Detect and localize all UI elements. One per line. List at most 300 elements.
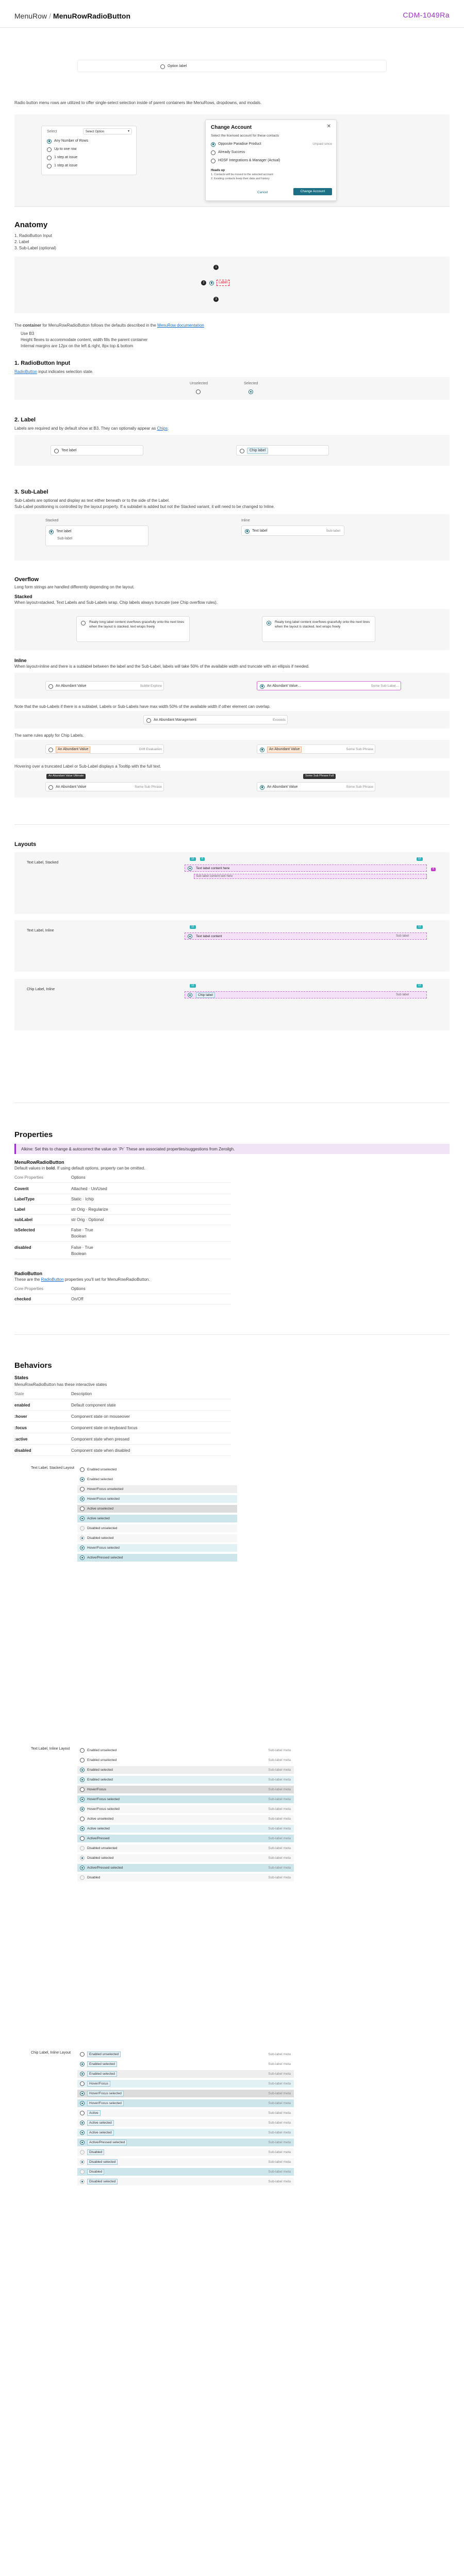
table-row bbox=[14, 1294, 231, 1304]
modal-subtitle: Select the licensed account for these contacts bbox=[211, 134, 279, 138]
table-row bbox=[14, 1249, 231, 1259]
state-cell-label: Hover/Focus bbox=[87, 1787, 106, 1791]
layout-name: Text Label, Stacked bbox=[27, 861, 59, 865]
text-label-row bbox=[54, 447, 77, 454]
radio-icon bbox=[80, 1506, 85, 1511]
state-cell-sublabel: Sub-label meta bbox=[268, 2091, 291, 2095]
anatomy-section bbox=[0, 211, 464, 407]
menurow-doc-link[interactable]: MenuRow documentation bbox=[157, 323, 204, 328]
state-cell-label: Active unselected bbox=[87, 1506, 113, 1511]
state-cell[interactable] bbox=[77, 2099, 294, 2107]
layout-frame-inline bbox=[14, 920, 450, 972]
caption-stacked: Stacked bbox=[45, 519, 59, 522]
radiobutton-props-text: These are the bbox=[14, 1277, 41, 1282]
intro-text: Radio button menu rows are utilized to offer single-select selection inside of parent containers like MenuRows, dropdowns, and modals. bbox=[14, 100, 262, 105]
overflow-inline-sublabel: Some Sub Label… bbox=[371, 684, 399, 688]
state-cell[interactable] bbox=[77, 1864, 294, 1872]
anatomy-title: Anatomy bbox=[14, 221, 48, 229]
hero-frame bbox=[14, 114, 450, 207]
state-cell-label: Enabled unselected bbox=[87, 1467, 117, 1471]
states-title: States bbox=[14, 1375, 29, 1380]
chip-overflow-note: The same rules apply for Chip Labels. bbox=[14, 733, 84, 738]
component-desc bbox=[14, 1165, 450, 1171]
radio-icon bbox=[80, 1817, 85, 1821]
state-cell-sublabel: Sub-label meta bbox=[268, 2179, 291, 2183]
close-icon[interactable]: ✕ bbox=[326, 124, 331, 129]
radio-icon bbox=[80, 1487, 85, 1492]
container-note-text: The bbox=[14, 323, 23, 328]
change-account-button[interactable]: Change Account bbox=[293, 188, 332, 195]
chip-overflow-demo-b[interactable] bbox=[257, 744, 375, 754]
state-cell-label: Hover/Focus bbox=[87, 2081, 110, 2087]
state-desc: Component state when disabled bbox=[71, 1448, 130, 1453]
layouts-section bbox=[0, 829, 464, 1097]
overflow-note: Note that the sub-Labels if there is a sublabel, Labels or Sub-Labels have max width 50% of the available width if other element can overlap. bbox=[14, 704, 271, 709]
hero-section bbox=[0, 28, 464, 213]
state-cell-sublabel: Sub-label meta bbox=[268, 1807, 291, 1811]
state-cell-label: Active bbox=[87, 2110, 101, 2116]
state-cell-sublabel: Sub-label meta bbox=[268, 1875, 291, 1879]
modal-note-title: Heads up bbox=[211, 169, 225, 172]
radio-icon bbox=[80, 1748, 85, 1753]
state-cell[interactable] bbox=[77, 2109, 294, 2117]
anatomy-marker: 1 bbox=[213, 265, 219, 270]
state-cell-label: Hover/Focus selected bbox=[87, 2100, 124, 2106]
overflow-note-label: An Abundant Management bbox=[154, 718, 196, 722]
state-cell[interactable] bbox=[77, 2168, 294, 2176]
state-cell-label: Enabled unselected bbox=[87, 1748, 117, 1752]
overflow-section bbox=[0, 572, 464, 819]
state-cell-label: Hover/Focus selected bbox=[87, 1807, 120, 1811]
modal-option[interactable] bbox=[211, 157, 332, 164]
table-row bbox=[14, 1215, 231, 1225]
state-cell[interactable] bbox=[77, 1476, 237, 1483]
layout-demo-sublabel: Sub label content text here bbox=[196, 875, 233, 878]
state-cell-sublabel: Sub-label meta bbox=[268, 1768, 291, 1772]
state-desc: Default component state bbox=[71, 1403, 116, 1408]
state-cell[interactable] bbox=[77, 2178, 294, 2185]
state-cell-label: Hover/Focus selected bbox=[87, 1497, 120, 1501]
modal-option[interactable] bbox=[211, 149, 332, 156]
radio-icon bbox=[80, 1787, 85, 1792]
radio-input-desc-text: input indicates selection state. bbox=[37, 369, 93, 374]
overflow-stacked-demo-2[interactable] bbox=[262, 616, 375, 642]
state-cell-sublabel: Sub-label meta bbox=[268, 1787, 291, 1791]
radio-icon bbox=[80, 1758, 85, 1762]
radio-icon bbox=[267, 621, 271, 625]
behaviors-section bbox=[0, 1340, 464, 2576]
radio-icon bbox=[260, 684, 264, 689]
overflow-stacked-frame bbox=[14, 609, 450, 650]
overflow-note-row bbox=[146, 717, 286, 724]
radio-icon bbox=[80, 1768, 85, 1772]
radio-icon bbox=[80, 2072, 85, 2076]
overflow-inline-row bbox=[48, 683, 162, 690]
state-cell-label: Disabled unselected bbox=[87, 1526, 118, 1530]
state-cell[interactable] bbox=[77, 1766, 294, 1774]
state-cell-sublabel: Sub-label meta bbox=[268, 1758, 291, 1762]
anatomy-item: 1. RadioButton Input bbox=[14, 233, 52, 238]
sublabel-title: 3. Sub-Label bbox=[14, 489, 48, 495]
table-row bbox=[14, 1400, 231, 1411]
state-cell-label: Active/Pressed bbox=[87, 1836, 110, 1840]
state-cell-sublabel: Sub-label meta bbox=[268, 2062, 291, 2066]
state-cell[interactable] bbox=[77, 1786, 294, 1793]
breadcrumb-separator: / bbox=[49, 12, 51, 20]
state-cell[interactable] bbox=[77, 2129, 294, 2137]
column-header: State bbox=[14, 1392, 24, 1397]
radio-input-desc bbox=[14, 369, 450, 375]
anatomy-frame bbox=[14, 257, 450, 313]
table-row bbox=[14, 1423, 231, 1433]
state-cell-sublabel: Sub-label meta bbox=[268, 1748, 291, 1752]
state-cell-sublabel: Sub-label meta bbox=[268, 2101, 291, 2105]
prop-options: Static · Ichip bbox=[71, 1197, 94, 1202]
hover-frame bbox=[14, 771, 450, 798]
anatomy-marker: 3 bbox=[213, 297, 219, 302]
state-cell-label: Hover/Focus unselected bbox=[87, 1487, 124, 1491]
state-cell-sublabel: Sub-label meta bbox=[268, 2140, 291, 2144]
radio-icon bbox=[48, 748, 53, 752]
overflow-stacked-demo[interactable] bbox=[76, 616, 190, 642]
overflow-inline-demo-a[interactable] bbox=[45, 681, 164, 690]
column-header: Description bbox=[71, 1392, 92, 1397]
radio-icon bbox=[188, 866, 192, 871]
table-row bbox=[14, 1446, 231, 1456]
radio-icon bbox=[240, 449, 244, 453]
layout-demo-chip: Chip label bbox=[196, 992, 215, 998]
caption-selected: Selected bbox=[244, 382, 258, 385]
radio-icon bbox=[48, 785, 53, 790]
state-cell-label: Active selected bbox=[87, 1826, 110, 1831]
radio-icon bbox=[80, 1836, 85, 1841]
prop-options: On/Off bbox=[71, 1297, 84, 1302]
radio-icon bbox=[80, 1536, 85, 1540]
radio-icon bbox=[80, 1866, 85, 1870]
state-cell-label: Disabled bbox=[87, 2149, 104, 2155]
label-desc-text: Labels are required and by default show at B3. They can optionally appear as bbox=[14, 426, 157, 431]
radio-icon bbox=[80, 1807, 85, 1811]
inline-row bbox=[245, 528, 340, 535]
spacing-tag: 12 bbox=[190, 857, 196, 861]
state-name: :focus bbox=[14, 1426, 27, 1431]
radio-selected-icon[interactable] bbox=[248, 389, 253, 394]
radio-icon bbox=[47, 147, 52, 152]
breadcrumb bbox=[14, 11, 130, 22]
state-cell[interactable] bbox=[77, 1554, 237, 1562]
inline-demo[interactable] bbox=[241, 526, 344, 536]
radiobutton-link[interactable]: RadioButton bbox=[41, 1277, 64, 1282]
state-cell-label: Enabled selected bbox=[87, 1777, 113, 1782]
state-name: enabled bbox=[14, 1403, 30, 1408]
state-cell[interactable] bbox=[77, 1505, 237, 1513]
layout-demo-sublabel: Sub label bbox=[396, 993, 409, 996]
state-cell-sublabel: Sub-label meta bbox=[268, 2081, 291, 2086]
state-cell[interactable] bbox=[77, 1515, 237, 1522]
state-cell-label: Active/Pressed selected bbox=[87, 1555, 123, 1560]
radio-unselected-icon[interactable] bbox=[196, 389, 201, 394]
prop-options: Boolean bbox=[71, 1234, 87, 1239]
state-cell[interactable] bbox=[77, 2060, 294, 2068]
overflow-inline-label: An Abundant Value bbox=[56, 684, 87, 688]
state-cell-label: Disabled selected bbox=[87, 2179, 118, 2184]
radio-input-title: 1. RadioButton Input bbox=[14, 360, 71, 366]
state-cell[interactable] bbox=[77, 1844, 294, 1852]
modal-option-label: Already Success bbox=[218, 150, 245, 155]
state-cell[interactable] bbox=[77, 1756, 294, 1764]
modal-option-label: Opposite Paradise Product bbox=[218, 142, 261, 146]
state-cell-label: Active selected bbox=[87, 1516, 110, 1520]
layout-name: Chip Label, Inline bbox=[27, 988, 55, 991]
state-cell[interactable] bbox=[77, 1805, 294, 1813]
state-cell-label: Enabled selected bbox=[87, 2071, 117, 2077]
state-cell[interactable] bbox=[77, 2119, 294, 2127]
chip-overflow-sublabel: Drift Evaluation bbox=[139, 748, 162, 752]
radio-icon bbox=[80, 2121, 85, 2125]
state-cell[interactable] bbox=[77, 2090, 294, 2097]
dropdown-menu bbox=[41, 126, 137, 175]
hover-label: An Abundant Value bbox=[56, 785, 87, 789]
state-cell[interactable] bbox=[77, 2158, 294, 2166]
select-field[interactable] bbox=[83, 128, 132, 134]
chip-overflow-sublabel: Some Sub Phrase bbox=[346, 748, 373, 752]
dropdown-option-label: 1 step at issue bbox=[54, 164, 78, 168]
state-cell-label: Disabled bbox=[87, 2169, 104, 2175]
radio-icon bbox=[80, 1546, 85, 1550]
hover-row bbox=[48, 784, 162, 791]
state-cell-label: Disabled selected bbox=[87, 1536, 114, 1540]
anatomy-item: 2. Label bbox=[14, 240, 29, 244]
state-cell[interactable] bbox=[77, 1874, 294, 1882]
label-desc bbox=[14, 426, 450, 431]
dropdown-option-label: 1 step at issue bbox=[54, 156, 78, 160]
dropdown-option[interactable] bbox=[47, 146, 77, 153]
state-cell[interactable] bbox=[77, 1747, 294, 1754]
radio-icon bbox=[47, 139, 52, 144]
state-cell-label: Enabled unselected bbox=[87, 2052, 121, 2057]
chip-overflow-demo-a[interactable] bbox=[45, 744, 164, 754]
chevron-down-icon: ▾ bbox=[127, 130, 129, 133]
state-cell-sublabel: Sub-label meta bbox=[268, 1826, 291, 1831]
radio-icon bbox=[80, 1826, 85, 1831]
top-bar bbox=[0, 0, 464, 28]
layout-demo-sublabel: Sub label bbox=[396, 935, 409, 938]
overflow-desc: Long form strings are handled differently depending on the layout. bbox=[14, 585, 135, 589]
state-cell-label: Disabled unselected bbox=[87, 1846, 118, 1850]
container-word: container bbox=[23, 323, 42, 328]
state-cell[interactable] bbox=[77, 2139, 294, 2146]
state-cell[interactable] bbox=[77, 1776, 294, 1784]
chip-label-row bbox=[240, 447, 268, 454]
spacing-tag: 12 bbox=[417, 984, 423, 988]
state-cell[interactable] bbox=[77, 1835, 294, 1842]
prop-name: checked bbox=[14, 1297, 31, 1302]
radio-icon bbox=[211, 159, 216, 163]
prop-options: Attached · Un/Used bbox=[71, 1187, 107, 1192]
dropdown-option[interactable] bbox=[47, 138, 88, 145]
radiobutton-props-text: properties you'll set for MenuRowRadioButton. bbox=[63, 1277, 150, 1282]
divider bbox=[14, 824, 450, 825]
component-desc-text: . If using default options, property can be omitted. bbox=[55, 1166, 145, 1171]
radio-icon bbox=[80, 1516, 85, 1521]
state-cell[interactable] bbox=[77, 1524, 237, 1532]
state-cell-label: Hover/Focus selected bbox=[87, 2091, 124, 2096]
state-cell[interactable] bbox=[77, 1485, 237, 1493]
state-cell-sublabel: Sub-label meta bbox=[268, 1856, 291, 1860]
text-label-demo[interactable] bbox=[51, 445, 143, 455]
hover-demo-a[interactable] bbox=[45, 782, 164, 791]
dropdown-option-label: Up to one row bbox=[54, 147, 77, 151]
state-cell-label: Enabled unselected bbox=[87, 1758, 117, 1762]
chip-overflow-row bbox=[48, 746, 162, 753]
modal-option-meta: Unpaid since bbox=[312, 142, 332, 146]
state-cell-label: Hover/Focus selected bbox=[87, 1546, 120, 1550]
state-cell-label: Active unselected bbox=[87, 1817, 113, 1821]
hover-demo-b[interactable] bbox=[257, 782, 375, 791]
sublabel-desc: Sub-Labels are optional and display as text either beneath or to the side of the Label. bbox=[14, 498, 170, 503]
state-cell-sublabel: Sub-label meta bbox=[268, 1846, 291, 1850]
select-value: Select Option bbox=[86, 130, 105, 133]
stacked-demo[interactable] bbox=[45, 526, 148, 546]
component-desc-text: Default values in bbox=[14, 1166, 46, 1171]
hover-label: An Abundant Value bbox=[267, 785, 298, 789]
state-cell[interactable] bbox=[77, 2070, 294, 2078]
state-cell[interactable] bbox=[77, 1495, 237, 1503]
radiobutton-link[interactable]: RadioButton bbox=[14, 369, 38, 374]
caption-unselected: Unselected bbox=[190, 382, 208, 385]
state-cell[interactable] bbox=[77, 1795, 294, 1803]
sublabel-desc: Sub-Label positioning is controlled by the layout property. If a sublabel is added but not the Stacked variant, it will need to be changed to Inline. bbox=[14, 504, 275, 509]
prop-options: False · True bbox=[71, 1245, 93, 1250]
state-cell[interactable] bbox=[77, 2148, 294, 2156]
state-cell-sublabel: Sub-label meta bbox=[268, 1777, 291, 1782]
stacked-sublabel: Sub-label bbox=[57, 537, 73, 540]
properties-title: Properties bbox=[14, 1130, 53, 1139]
hover-sublabel: Some Sub Phrase bbox=[135, 785, 162, 789]
state-cell[interactable] bbox=[77, 1825, 294, 1833]
radio-icon bbox=[80, 2091, 85, 2096]
state-cell-sublabel: Sub-label meta bbox=[268, 1817, 291, 1821]
radio-icon bbox=[211, 150, 216, 155]
stacked-label: Text label bbox=[56, 530, 72, 534]
radio-icon bbox=[80, 1497, 85, 1501]
radio-icon bbox=[80, 1526, 85, 1531]
sublabel-frame bbox=[14, 514, 450, 561]
state-cell-sublabel: Sub-label meta bbox=[268, 1836, 291, 1840]
modal-note-line: 1. Contacts will be moved to the selected account bbox=[211, 173, 273, 176]
change-account-modal bbox=[205, 120, 337, 201]
state-cell-label: Active/Pressed selected bbox=[87, 1866, 123, 1870]
props-table-header bbox=[14, 1173, 231, 1183]
state-cell[interactable] bbox=[77, 2050, 294, 2058]
hero-option-row[interactable] bbox=[77, 60, 387, 72]
chip-label-demo[interactable] bbox=[236, 445, 329, 455]
radio-icon bbox=[80, 2052, 85, 2057]
overflow-stacked-text: Really long label content overflows gracefully onto the next lines when the layout is stacked, text wraps freely bbox=[275, 620, 370, 629]
radio-icon bbox=[80, 1477, 85, 1482]
dropdown-option[interactable] bbox=[47, 162, 77, 170]
table-row bbox=[14, 1184, 231, 1194]
state-cell[interactable] bbox=[77, 1544, 237, 1552]
modal-option[interactable] bbox=[211, 141, 332, 148]
overflow-inline-label: An Abundant Value… bbox=[267, 684, 302, 688]
radio-icon bbox=[49, 530, 54, 534]
chips-link[interactable]: Chips bbox=[157, 426, 168, 431]
radio-icon bbox=[260, 785, 264, 790]
state-cell[interactable] bbox=[77, 1854, 294, 1862]
state-cell[interactable] bbox=[77, 1466, 237, 1473]
column-header: Core Properties bbox=[14, 1286, 44, 1292]
layout-bar bbox=[185, 991, 427, 998]
sublabel-section bbox=[0, 484, 464, 572]
container-bullet: Height flexes to accommodate content, width fills the parent container bbox=[21, 337, 148, 342]
state-cell-sublabel: Sub-label meta bbox=[268, 2170, 291, 2174]
overflow-inline-title: Inline bbox=[14, 658, 27, 663]
overflow-inline-sublabel: Subtle Explore bbox=[140, 684, 162, 688]
prop-name: isSelected bbox=[14, 1228, 35, 1233]
chip-overflow-label: An Abundant Value bbox=[56, 747, 90, 753]
radio-icon bbox=[260, 748, 264, 752]
overflow-inline-frame bbox=[14, 673, 450, 699]
overflow-note-demo[interactable] bbox=[143, 715, 288, 724]
radio-icon bbox=[188, 934, 192, 939]
chip-overflow-row bbox=[260, 746, 373, 753]
states-table-header bbox=[14, 1389, 231, 1399]
state-desc: Component state on mouseover bbox=[71, 1414, 130, 1419]
prop-options: str Orig · Optional bbox=[71, 1217, 104, 1223]
spacing-tag: 12 bbox=[417, 925, 423, 929]
radio-icon bbox=[80, 2081, 85, 2086]
radio-icon bbox=[80, 2140, 85, 2145]
state-cell-label: Active selected bbox=[87, 2130, 114, 2136]
divider bbox=[14, 206, 450, 207]
table-row bbox=[14, 1205, 231, 1215]
state-cell-sublabel: Sub-label meta bbox=[268, 2121, 291, 2125]
overflow-stacked-desc: When layout=stacked, Text Labels and Sub-Labels wrap. Chip labels always truncate (see Chip overflow rules). bbox=[14, 600, 218, 605]
prop-name: disabled bbox=[14, 1245, 31, 1250]
radiobutton-props-title: RadioButton bbox=[14, 1271, 42, 1276]
layout-frame-chip bbox=[14, 979, 450, 1030]
spacing-tag: 12 bbox=[190, 925, 196, 929]
cancel-button[interactable]: Cancel bbox=[257, 191, 268, 194]
text-label-caption: Text label bbox=[61, 449, 77, 453]
state-cell[interactable] bbox=[77, 1534, 237, 1542]
states-desc: MenuRowRadioButton has these interactive states bbox=[14, 1382, 107, 1387]
overflow-stacked-text: Really long label content overflows gracefully onto the next lines when the layout is stacked, text wraps freely bbox=[89, 620, 185, 629]
table-row bbox=[14, 1231, 231, 1242]
prop-name: Coverit bbox=[14, 1187, 29, 1192]
radio-icon bbox=[80, 2150, 85, 2155]
overflow-inline-demo-b[interactable] bbox=[257, 681, 401, 690]
radio-icon bbox=[80, 1797, 85, 1802]
state-cell-label: Active selected bbox=[87, 2120, 114, 2126]
inline-sublabel: Sub-label bbox=[326, 529, 340, 533]
divider bbox=[14, 1334, 450, 1335]
dropdown-option-label: Any Number of Rows bbox=[54, 139, 89, 143]
radio-icon bbox=[80, 2130, 85, 2135]
state-cell[interactable] bbox=[77, 1815, 294, 1823]
state-cell-label: Enabled selected bbox=[87, 1768, 113, 1772]
radio-icon bbox=[80, 1846, 85, 1851]
state-cell-sublabel: Sub-label meta bbox=[268, 2130, 291, 2134]
breadcrumb-root[interactable]: MenuRow bbox=[14, 12, 47, 20]
state-cell-sublabel: Sub-label meta bbox=[268, 1866, 291, 1870]
layout-demo-label: Text label content bbox=[196, 935, 222, 938]
radio-icon bbox=[80, 2170, 85, 2174]
radio-icon bbox=[80, 1875, 85, 1880]
dropdown-option[interactable] bbox=[47, 154, 77, 161]
state-cell[interactable] bbox=[77, 2080, 294, 2088]
